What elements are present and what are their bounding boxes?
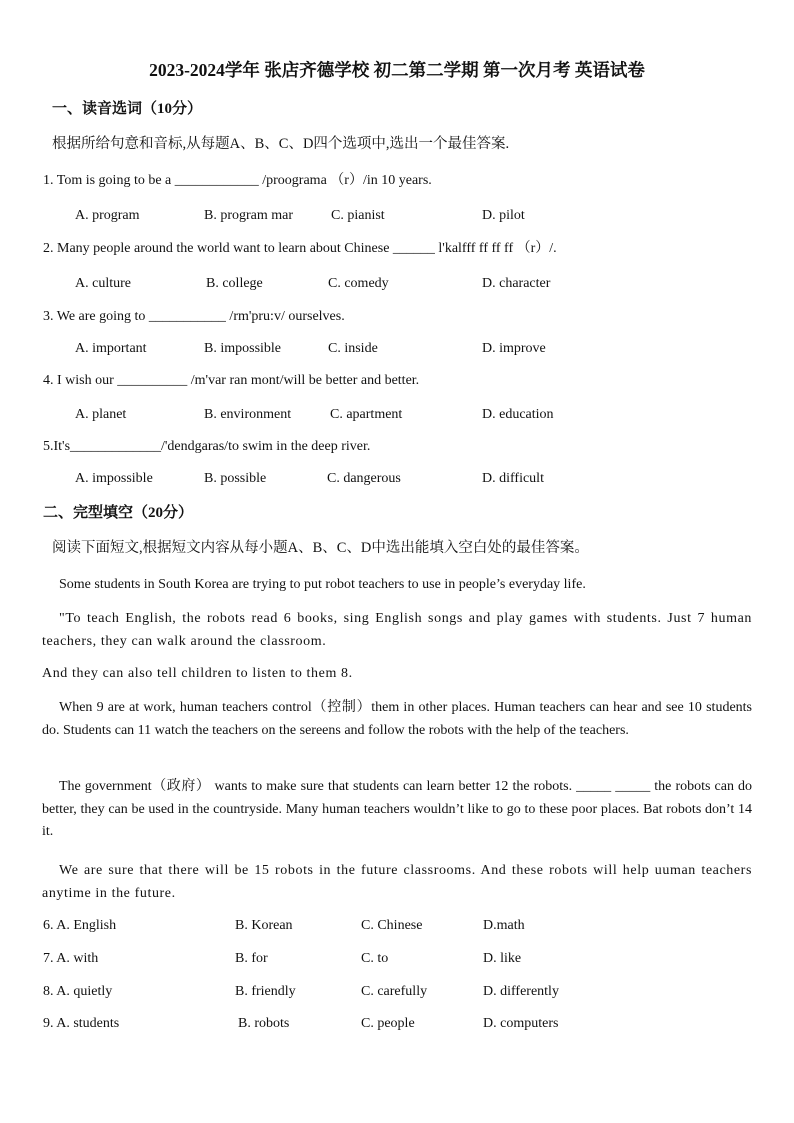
question-4-stem: 4. I wish our __________ /m'var ran mont/will be better and better. <box>43 373 420 388</box>
question-3-option-d: D. improve <box>482 341 546 356</box>
question-5-option-b: B. possible <box>204 471 267 486</box>
question-7-option-c: C. to <box>361 951 389 966</box>
question-9-option-c: C. people <box>361 1016 415 1031</box>
question-9-option-b: B. robots <box>238 1016 290 1031</box>
question-7-option-a: 7. A. with <box>43 951 99 966</box>
question-2-stem: 2. Many people around the world want to learn about Chinese ______ l'kalfff ff ff ff （r）/. <box>43 241 557 256</box>
question-4-option-b: B. environment <box>204 407 292 422</box>
question-6-option-c: C. Chinese <box>361 918 423 933</box>
section-2-instruction: 阅读下面短文,根据短文内容从每小题A、B、C、D中选出能填入空白处的最佳答案。 <box>52 540 589 556</box>
section-1-heading: 一、读音选词（10分） <box>52 101 203 117</box>
question-9-option-d: D. computers <box>483 1016 559 1031</box>
question-7-option-d: D. like <box>483 951 522 966</box>
question-3-option-a: A. important <box>75 341 147 356</box>
question-4-option-d: D. education <box>482 407 554 422</box>
passage-paragraph-4: When 9 are at work, human teachers control（控制）them in other places. Human teachers can hear and see 10 students do. Students can 11 watch the teachers on the sereens and follow the robots with the help of the teachers. <box>42 700 752 738</box>
question-2-option-b: B. college <box>206 276 263 291</box>
question-5-stem: 5.It's_____________/'dendgaras/to swim in the deep river. <box>43 439 371 454</box>
question-3-option-b: B. impossible <box>204 341 282 356</box>
question-1-stem: 1. Tom is going to be a ____________ /proograma （r）/in 10 years. <box>43 173 432 188</box>
passage-paragraph-6: We are sure that there will be 15 robots in the future classrooms. And these robots will help uuman teachers anytime in the future. <box>42 863 752 901</box>
question-8-option-b: B. friendly <box>235 984 296 999</box>
page-title: 2023-2024学年 张店齐德学校 初二第二学期 第一次月考 英语试卷 <box>149 60 645 80</box>
question-8-option-a: 8. A. quietly <box>43 984 113 999</box>
section-1-instruction: 根据所给句意和音标,从每题A、B、C、D四个选项中,选出一个最佳答案. <box>52 136 510 152</box>
question-7-option-b: B. for <box>235 951 268 966</box>
question-3-stem: 3. We are going to ___________ /rm'pru:v/ ourselves. <box>43 309 345 324</box>
question-4-option-c: C. apartment <box>330 407 403 422</box>
question-1-option-b: B. program mar <box>204 208 294 223</box>
question-4-option-a: A. planet <box>75 407 127 422</box>
question-3-option-c: C. inside <box>328 341 378 356</box>
section-2-heading: 二、完型填空（20分） <box>43 505 194 521</box>
passage-paragraph-1: Some students in South Korea are trying to put robot teachers to use in people’s everyday life. <box>59 577 586 592</box>
passage-paragraph-2: "To teach English, the robots read 6 books, sing English songs and play games with students. Just 7 human teachers, they can walk around the classroom. <box>42 611 752 649</box>
question-2-option-d: D. character <box>482 276 551 291</box>
question-2-option-c: C. comedy <box>328 276 389 291</box>
question-1-option-c: C. pianist <box>331 208 385 223</box>
question-8-option-c: C. carefully <box>361 984 428 999</box>
passage-paragraph-3: And they can also tell children to listen to them 8. <box>42 666 353 681</box>
question-6-option-b: B. Korean <box>235 918 293 933</box>
question-5-option-a: A. impossible <box>75 471 153 486</box>
question-5-option-d: D. difficult <box>482 471 544 486</box>
passage-paragraph-5: The government（政府） wants to make sure that students can learn better 12 the robots. _____ _____ the robots can do better, they can be used in the countryside. Many human teachers wouldn’t like to go to these poor places. Bat robots don’t 14 it. <box>42 779 752 839</box>
question-2-option-a: A. culture <box>75 276 131 291</box>
question-6-option-d: D.math <box>483 918 525 933</box>
question-1-option-d: D. pilot <box>482 208 525 223</box>
question-1-option-a: A. program <box>75 208 140 223</box>
question-6-option-a: 6. A. English <box>43 918 117 933</box>
question-9-option-a: 9. A. students <box>43 1016 120 1031</box>
question-8-option-d: D. differently <box>483 984 559 999</box>
question-5-option-c: C. dangerous <box>327 471 401 486</box>
